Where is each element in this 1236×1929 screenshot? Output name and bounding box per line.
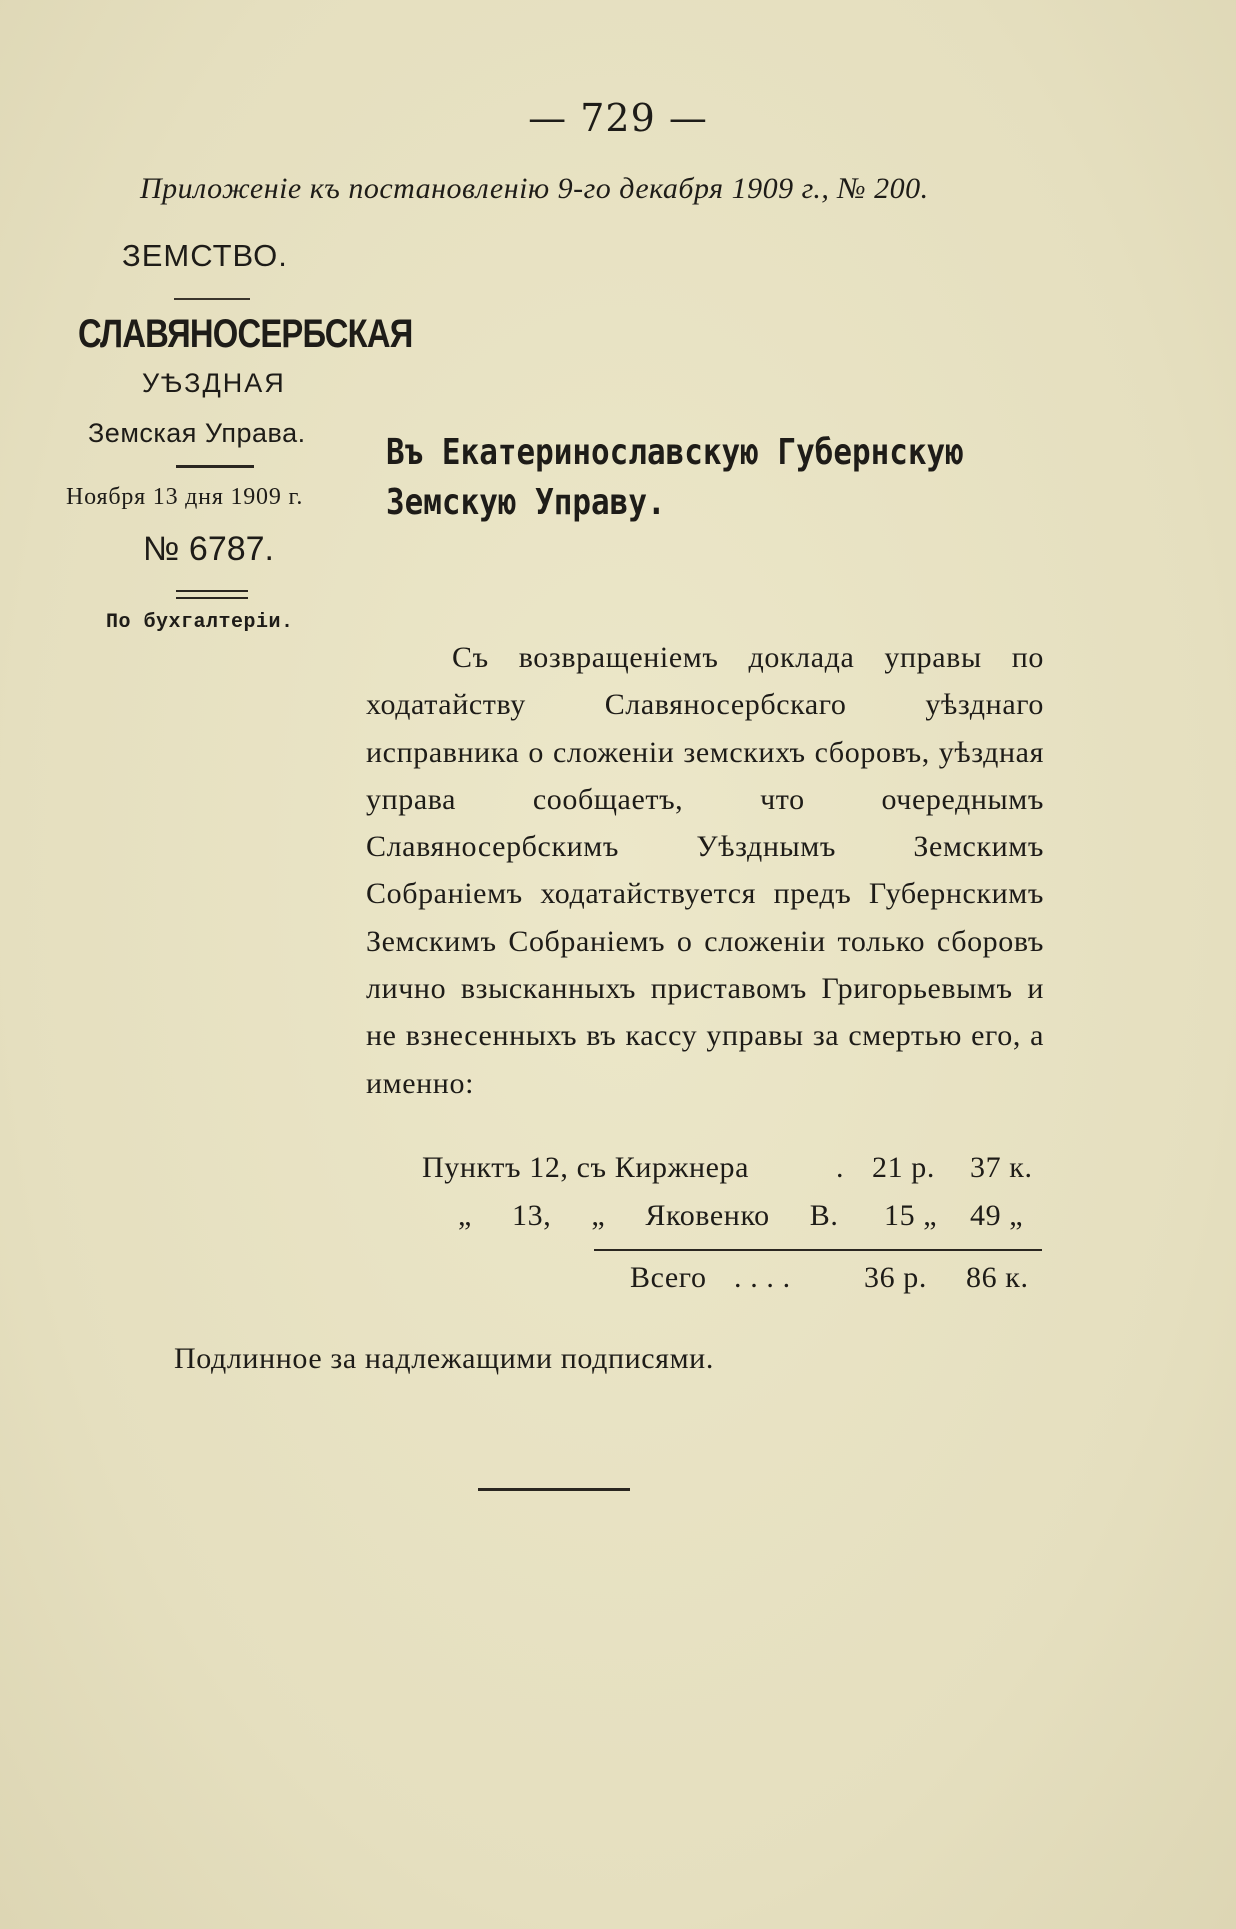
item-dots: . xyxy=(836,1151,845,1184)
sender-zemstvo: ЗЕМСТВО. xyxy=(122,238,288,273)
addressee-line-2: Земскую Управу. xyxy=(386,482,666,523)
item-rubles: 21 р. xyxy=(872,1151,935,1184)
item-kopecks: 49 „ xyxy=(970,1199,1024,1232)
sender-board: Земская Управа. xyxy=(88,418,306,448)
addressee xyxy=(386,428,964,528)
total-dots: . . . . xyxy=(734,1261,791,1294)
document-number: № 6787. xyxy=(143,530,275,568)
page-number: — 729 — xyxy=(528,96,708,140)
total-row xyxy=(366,1261,1044,1305)
closing-rule xyxy=(478,1488,630,1491)
double-rule-bottom xyxy=(176,597,248,599)
total-label: Всего xyxy=(630,1261,707,1294)
addressee-line-1: Въ Екатеринославскую Губернскую xyxy=(386,432,964,473)
divider-rule xyxy=(176,465,254,468)
appendix-note: Приложеніе къ постановленію 9-го декабря 1909 г., № 200. xyxy=(140,172,929,205)
document-date: Ноября 13 дня 1909 г. xyxy=(66,484,304,510)
sum-rule xyxy=(594,1249,1042,1251)
signature-note: Подлинное за надлежащими подписями. xyxy=(174,1342,714,1375)
sender-district: УѢЗДНАЯ xyxy=(142,368,286,398)
total-rubles: 36 р. xyxy=(864,1261,927,1294)
item-label: „ 13, „ Яковенко В. xyxy=(458,1199,839,1232)
letter-body: Съ возвращеніемъ доклада управы по ходатайству Славяносербскаго уѣзднаго исправника о сложеніи земскихъ сборовъ, уѣздная управа сообщаетъ, что очереднымъ Славяносербскимъ Уѣзднымъ Земскимъ Собраніемъ ходатайствуется предъ Губернскимъ Земскимъ Собраніемъ о сложеніи только сборовъ лично взысканныхъ приставомъ Григорьевымъ и не взнесенныхъ въ кассу управы за смертью его, а именно: xyxy=(366,641,1044,1100)
item-rubles: 15 „ xyxy=(884,1199,938,1232)
total-kopecks: 86 к. xyxy=(966,1261,1029,1294)
list-item xyxy=(366,1199,1044,1243)
reverse-side-bleed-through xyxy=(660,200,1080,246)
divider-rule xyxy=(174,298,250,300)
department: По бухгалтеріи. xyxy=(106,611,294,634)
list-item xyxy=(366,1151,1044,1195)
sender-name: СЛАВЯНОСЕРБСКАЯ xyxy=(78,312,413,356)
double-rule-top xyxy=(176,590,248,592)
item-label: Пунктъ 12, съ Киржнера xyxy=(422,1151,750,1184)
item-kopecks: 37 к. xyxy=(970,1151,1033,1184)
